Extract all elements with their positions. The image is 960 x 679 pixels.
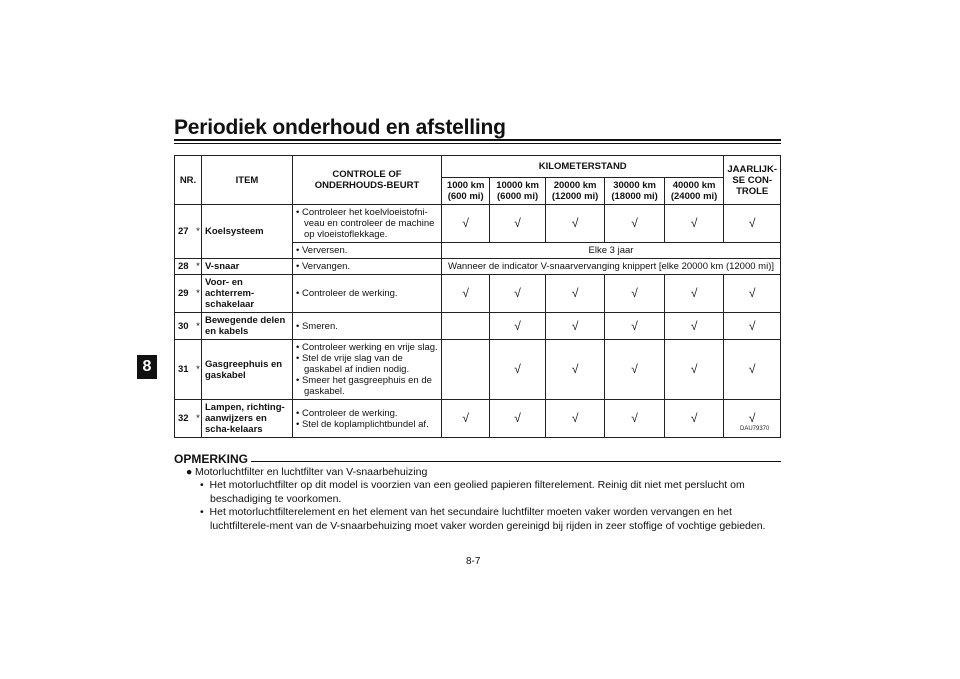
row-star: * [195,205,202,259]
note-item: ● Motorluchtfilter en luchtfilter van V-snaarbehuizing [186,466,428,478]
check-mark: √ [545,205,604,243]
check-mark: √ [442,400,490,438]
km-col-1: 1000 km (600 mi) [442,178,490,205]
table-row [175,340,781,400]
row-item: V-snaar [202,259,293,275]
check-mark: √ [442,275,490,313]
note-subitem: • Het motorluchtfilterelement en het element van het secundaire luchtfilter moeten vaker worden vervangen en het luchtfilterele-ment van de V-snaarbehuizing moet vaker worden gereinigd bij rijden in zeer stoffige of vochtige gebieden. [200,506,766,532]
row-control: • Controleer de werking. [293,275,442,313]
km-col-3: 20000 km (12000 mi) [545,178,604,205]
check-mark: √ [490,313,546,340]
check-mark: √ [545,400,604,438]
note-subitem: • Het motorluchtfilter op dit model is voorzien van een geolied papieren filterelement. Reinig dit niet met perslucht om beschadiging te voorkomen. [200,479,745,505]
empty-cell [442,340,490,400]
table-row [175,259,781,275]
check-mark: √ [724,340,781,400]
col-header-item: ITEM [202,156,293,205]
row-interval-text: Elke 3 jaar [442,243,781,259]
check-mark: √ [724,400,781,438]
page-title: Periodiek onderhoud en afstelling [174,116,506,139]
row-item: Lampen, richting-aanwijzers en scha-kelaars [202,400,293,438]
km-col-2: 10000 km (6000 mi) [490,178,546,205]
table-row [175,313,781,340]
row-control: • Verversen. [293,243,442,259]
opmerking-heading: OPMERKING [174,452,249,466]
check-mark: √ [664,275,724,313]
check-mark: √ [545,275,604,313]
check-mark: √ [605,340,664,400]
check-mark: √ [605,275,664,313]
row-control: • Controleer de werking. • Stel de koplamplichtbundel af. [293,400,442,438]
km-col-5: 40000 km (24000 mi) [664,178,724,205]
row-nr: 31 [175,340,196,400]
check-mark: √ [605,313,664,340]
row-star: * [195,340,202,400]
chapter-tab: 8 [137,355,157,379]
title-rule-thin [174,143,781,144]
col-header-control: CONTROLE OF ONDERHOUDS-BEURT [293,156,442,205]
row-nr: 29 [175,275,196,313]
col-header-km: KILOMETERSTAND [442,156,724,178]
check-mark: √ [724,205,781,243]
row-interval-text: Wanneer de indicator V-snaarvervanging knippert [elke 20000 km (12000 mi)] [442,259,781,275]
maintenance-table [174,155,781,438]
row-control: • Controleer werking en vrije slag. • Stel de vrije slag van de gaskabel af indien nodig. • Smeer het gasgreephuis en de gaskabel. [293,340,442,400]
check-mark: √ [490,400,546,438]
check-mark: √ [545,340,604,400]
table-row [175,400,781,438]
check-mark: √ [490,340,546,400]
check-mark: √ [545,313,604,340]
check-mark: √ [664,313,724,340]
row-star: * [195,400,202,438]
check-mark: √ [442,205,490,243]
table-row [175,275,781,313]
page-number: 8-7 [466,556,481,567]
opmerking-rule [251,461,781,462]
km-col-4: 30000 km (18000 mi) [605,178,664,205]
check-mark: √ [605,400,664,438]
col-header-nr: NR. [175,156,202,205]
row-control: • Controleer het koelvloeistofni-veau en controleer de machine op vloeistoflekkage. [293,205,442,243]
row-control: • Smeren. [293,313,442,340]
title-rule [174,139,781,141]
row-star: * [195,275,202,313]
row-nr: 30 [175,313,196,340]
row-item: Koelsysteem [202,205,293,259]
col-header-annual: JAARLIJK-SE CON-TROLE [724,156,781,205]
filled-bullet-icon: ● [186,466,193,478]
empty-cell [442,313,490,340]
doc-code: DAU79370 [740,426,770,432]
row-star: * [195,313,202,340]
check-mark: √ [664,400,724,438]
row-item: Voor- en achterrem-schakelaar [202,275,293,313]
row-star: * [195,259,202,275]
check-mark: √ [605,205,664,243]
row-nr: 27 [175,205,196,259]
check-mark: √ [664,205,724,243]
check-mark: √ [490,205,546,243]
row-nr: 28 [175,259,196,275]
check-mark: √ [724,313,781,340]
row-item: Gasgreephuis en gaskabel [202,340,293,400]
check-mark: √ [724,275,781,313]
check-mark: √ [664,340,724,400]
table-row [175,205,781,243]
row-control: • Vervangen. [293,259,442,275]
row-item: Bewegende delen en kabels [202,313,293,340]
check-mark: √ [490,275,546,313]
row-nr: 32 [175,400,196,438]
